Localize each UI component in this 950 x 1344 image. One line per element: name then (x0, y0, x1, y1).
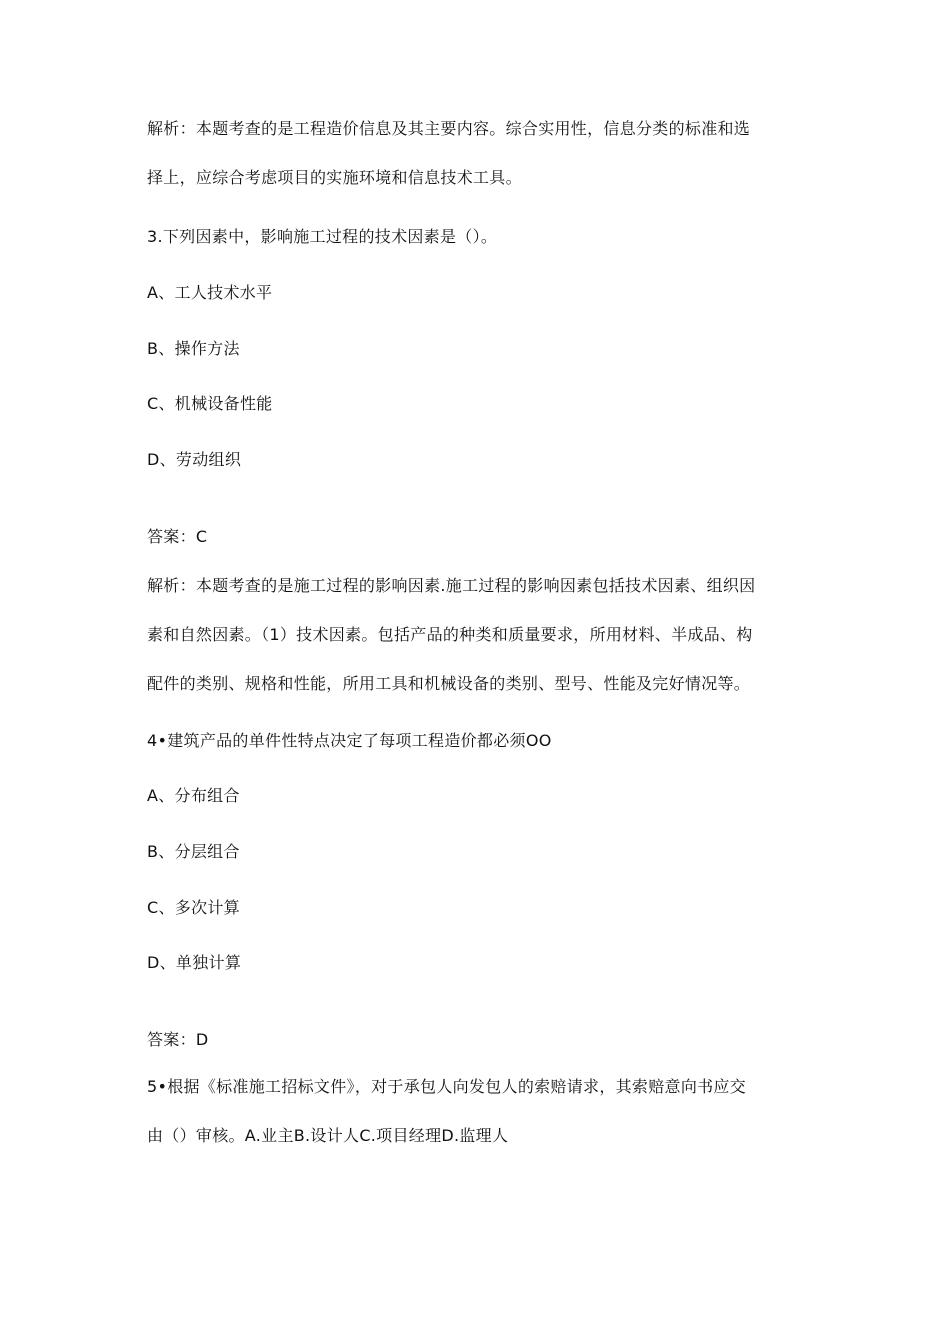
question-5-continued: 由（）审核。A.业主B.设计人C.项目经理D.监理人 (147, 1126, 509, 1145)
option-c: C、机械设备性能 (147, 394, 273, 413)
answer: 答案：D (147, 1030, 209, 1049)
option-d: D、单独计算 (147, 953, 242, 972)
question-4: 4•建筑产品的单件性特点决定了每项工程造价都必须OO (147, 731, 552, 750)
analysis-line: 配件的类别、规格和性能，所用工具和机械设备的类别、型号、性能及完好情况等。 (147, 674, 751, 693)
option-d: D、劳动组织 (147, 450, 242, 469)
option-b: B、分层组合 (147, 842, 240, 861)
option-a: A、分布组合 (147, 786, 240, 805)
analysis-line: 择上，应综合考虑项目的实施环境和信息技术工具。 (147, 168, 522, 187)
analysis-line: 解析：本题考查的是工程造价信息及其主要内容。综合实用性，信息分类的标准和选 (147, 119, 751, 138)
question-5: 5•根据《标准施工招标文件》，对于承包人向发包人的索赔请求，其索赔意向书应交 (147, 1077, 747, 1096)
option-b: B、操作方法 (147, 339, 240, 358)
analysis-line: 素和自然因素。（1）技术因素。包括产品的种类和质量要求，所用材料、半成品、构 (147, 625, 753, 644)
analysis-line: 解析：本题考查的是施工过程的影响因素.施工过程的影响因素包括技术因素、组织因 (147, 576, 756, 595)
option-c: C、多次计算 (147, 898, 240, 917)
question-3: 3.下列因素中，影响施工过程的技术因素是（）。 (147, 227, 498, 246)
answer: 答案：C (147, 527, 208, 546)
option-a: A、工人技术水平 (147, 283, 273, 302)
